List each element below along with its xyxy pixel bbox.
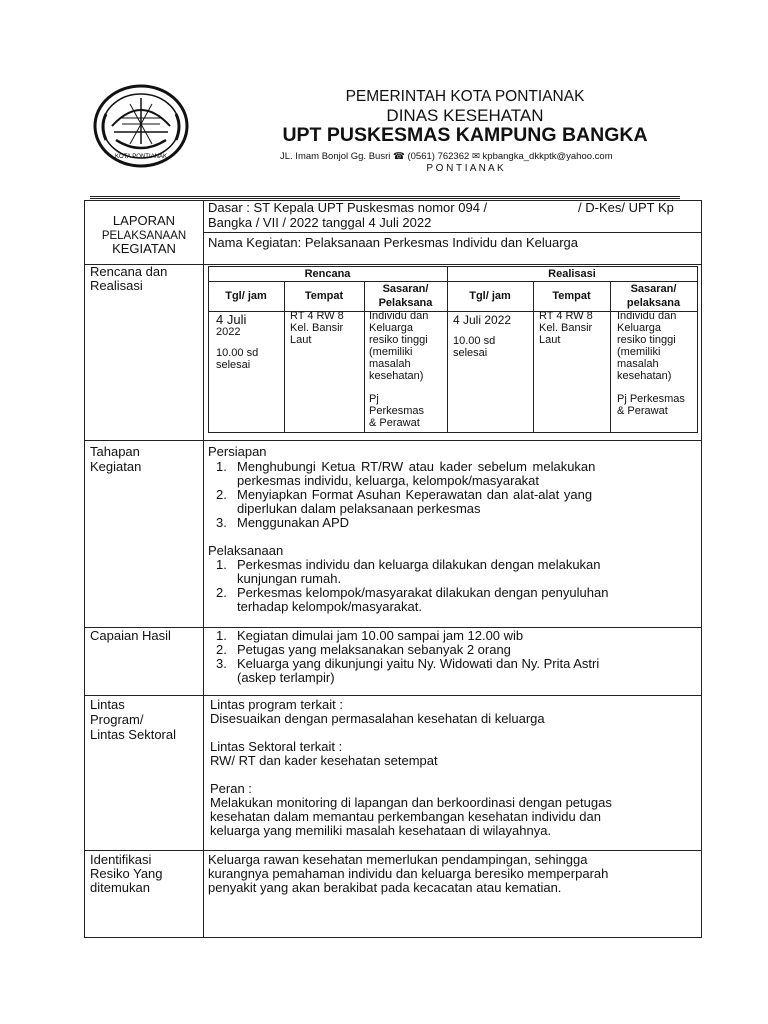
z-tgl-1: 4 Juli 2022: [453, 313, 512, 327]
address-text: JL. Imam Bonjol Gg. Busri: [280, 151, 391, 162]
capaian-item-1: Kegiatan dimulai jam 10.00 sampai jam 12.00 wib: [237, 628, 524, 643]
z-sasaran-line: & Perawat: [617, 405, 668, 417]
peran-heading: Peran :: [210, 781, 252, 796]
peran-text-3: keluarga yang memiliki masalah kesehataan di wilayahnya.: [210, 823, 552, 838]
list-number: 1.: [216, 557, 227, 572]
r-tgl-2: 2022: [216, 326, 241, 338]
persiapan-item-1a: Menghubungi Ketua RT/RW atau kader sebelum melakukan: [237, 459, 596, 474]
pelaksanaan-item-2a: Perkesmas kelompok/masyarakat dilakukan dengan penyuluhan: [237, 585, 609, 600]
list-number: 1.: [216, 628, 227, 643]
list-number: 2.: [216, 585, 227, 600]
z-sasaran-line: Individu dan: [617, 310, 677, 322]
r-tgl-3: 10.00 sd: [216, 347, 259, 359]
r-tgl-1: 4 Juli: [216, 312, 247, 327]
r-tempat-3: Laut: [290, 334, 312, 346]
report-title-2: PELAKSANAAN: [101, 230, 187, 242]
city-name: P O N T I A N A K: [426, 163, 504, 174]
list-number: 3.: [216, 656, 227, 671]
dasar-line-1: Dasar : ST Kepala UPT Puskesmas nomor 094 /: [208, 200, 488, 215]
z-sasaran-line: Keluarga: [617, 322, 662, 334]
city-seal-logo: [92, 84, 190, 170]
r-sasaran-line: Pj: [369, 393, 379, 405]
lintas-sektoral-heading: Lintas Sektoral terkait :: [210, 739, 343, 754]
lintas-sektoral-text: RW/ RT dan kader kesehatan setempat: [210, 753, 438, 768]
persiapan-heading: Persiapan: [208, 444, 267, 459]
pelaksanaan-heading: Pelaksanaan: [208, 543, 284, 558]
resiko-label-2: Resiko Yang: [90, 866, 163, 881]
pelaksanaan-item-2b: terhadap kelompok/masyarakat.: [237, 599, 422, 614]
resiko-label-1: Identifikasi: [90, 852, 152, 867]
phone-icon: ☎: [393, 151, 405, 162]
z-tgl-2: 10.00 sd: [453, 335, 496, 347]
rencana-header: Rencana: [304, 268, 351, 280]
list-number: 2.: [216, 487, 227, 502]
z-tgl-3: selesai: [453, 347, 488, 359]
contact-line: [280, 151, 613, 162]
pelaksanaan-item-1b: kunjungan rumah.: [237, 571, 342, 586]
r-sasaran-line: Individu dan: [369, 310, 429, 322]
gov-name: PEMERINTAH KOTA PONTIANAK: [345, 88, 585, 105]
persiapan-item-2b: diperlukan dalam pelaksanaan perkesmas: [237, 501, 481, 516]
r-tempat-2: Kel. Bansir: [290, 322, 344, 334]
lintas-label-1: Lintas: [90, 697, 125, 712]
r-sasaran-line: & Perawat: [369, 417, 420, 429]
z-sasaran-line: resiko tinggi: [617, 334, 676, 346]
col-tgl-realisasi: Tgl/ jam: [469, 290, 511, 302]
unit-name: UPT PUSKESMAS KAMPUNG BANGKA: [282, 124, 648, 146]
report-title-1: LAPORAN: [112, 213, 176, 228]
svg-text:KOTA PONTIANAK: KOTA PONTIANAK: [115, 154, 167, 160]
z-sasaran-line: masalah: [617, 358, 659, 370]
dasar-line-2: Bangka / VII / 2022 tanggal 4 Juli 2022: [208, 215, 432, 230]
rencana-label-1: Rencana dan: [90, 264, 168, 279]
email-text: kpbangka_dkkptk@yahoo.com: [482, 151, 613, 162]
lintas-program-heading: Lintas program terkait :: [210, 697, 343, 712]
col-tempat-realisasi: Tempat: [552, 290, 591, 302]
resiko-text-2: kurangnya pemahaman individu dan keluarga beresiko memperparah: [208, 866, 609, 881]
capaian-item-3b: (askep terlampir): [237, 670, 335, 685]
capaian-item-3a: Keluarga yang dikunjungi yaitu Ny. Widowati dan Ny. Prita Astri: [237, 656, 600, 671]
peran-text-2: kesehatan dalam memantau perkembangan kesehatan individu dan: [210, 809, 601, 824]
capaian-item-2: Petugas yang melaksanakan sebanyak 2 orang: [237, 642, 511, 657]
r-sasaran-line: (memiliki: [369, 346, 413, 358]
z-tempat-1: RT 4 RW 8: [539, 310, 593, 322]
resiko-text-3: penyakit yang akan berakibat pada kecacatan atau kematian.: [208, 880, 562, 895]
dept-name: DINAS KESEHATAN: [386, 106, 544, 125]
z-sasaran-line: (memiliki: [617, 346, 661, 358]
r-sasaran-line: Perkesmas: [369, 405, 425, 417]
list-number: 3.: [216, 515, 227, 530]
resiko-text-1: Keluarga rawan kesehatan memerlukan pendampingan, sehingga: [208, 852, 588, 867]
pelaksanaan-item-1a: Perkesmas individu dan keluarga dilakukan dengan melakukan: [237, 557, 601, 572]
r-sasaran-line: resiko tinggi: [369, 334, 428, 346]
list-number: 1.: [216, 459, 227, 474]
persiapan-item-3: Menggunakan APD: [237, 515, 350, 530]
persiapan-item-2a: Menyiapkan Format Asuhan Keperawatan dan alat-alat yang: [237, 487, 593, 502]
col-sasaran-realisasi-1: Sasaran/: [630, 283, 677, 295]
col-sasaran-rencana-1: Sasaran/: [382, 283, 429, 295]
header-divider: [90, 196, 680, 197]
realisasi-header: Realisasi: [548, 268, 596, 280]
col-tempat-rencana: Tempat: [304, 290, 344, 302]
persiapan-item-1b: perkesmas individu, keluarga, kelompok/masyarakat: [237, 473, 540, 488]
nama-kegiatan: Nama Kegiatan: Pelaksanaan Perkesmas Individu dan Keluarga: [208, 235, 579, 250]
dasar-line-1b: / D-Kes/ UPT Kp: [578, 200, 674, 215]
z-sasaran-line: Pj Perkesmas: [617, 393, 685, 405]
col-sasaran-rencana-2: Pelaksana: [378, 297, 433, 309]
header-divider-2: [90, 198, 680, 199]
r-sasaran-line: masalah: [369, 358, 411, 370]
r-tempat-1: RT 4 RW 8: [290, 310, 344, 322]
tahapan-label-1: Tahapan: [90, 444, 140, 459]
list-number: 2.: [216, 642, 227, 657]
rencana-label-2: Realisasi: [90, 278, 143, 293]
phone-text: (0561) 762362: [407, 151, 470, 162]
resiko-label-3: ditemukan: [90, 880, 150, 895]
r-tgl-4: selesai: [216, 359, 251, 371]
mail-icon: ✉: [471, 151, 480, 162]
tahapan-label-2: Kegiatan: [90, 459, 142, 474]
z-tempat-2: Kel. Bansir: [539, 322, 593, 334]
capaian-label: Capaian Hasil: [90, 628, 171, 643]
peran-text-1: Melakukan monitoring di lapangan dan berkoordinasi dengan petugas: [210, 795, 612, 810]
r-sasaran-line: Keluarga: [369, 322, 414, 334]
lintas-label-2: Program/: [90, 712, 144, 727]
r-sasaran-line: kesehatan): [369, 370, 424, 382]
lintas-program-text: Disesuaikan dengan permasalahan kesehatan di keluarga: [210, 711, 545, 726]
col-sasaran-realisasi-2: pelaksana: [626, 297, 681, 309]
z-sasaran-line: kesehatan): [617, 370, 672, 382]
report-title-3: KEGIATAN: [112, 241, 176, 256]
lintas-label-3: Lintas Sektoral: [90, 727, 176, 742]
z-tempat-3: Laut: [539, 334, 561, 346]
col-tgl-rencana: Tgl/ jam: [225, 290, 267, 302]
